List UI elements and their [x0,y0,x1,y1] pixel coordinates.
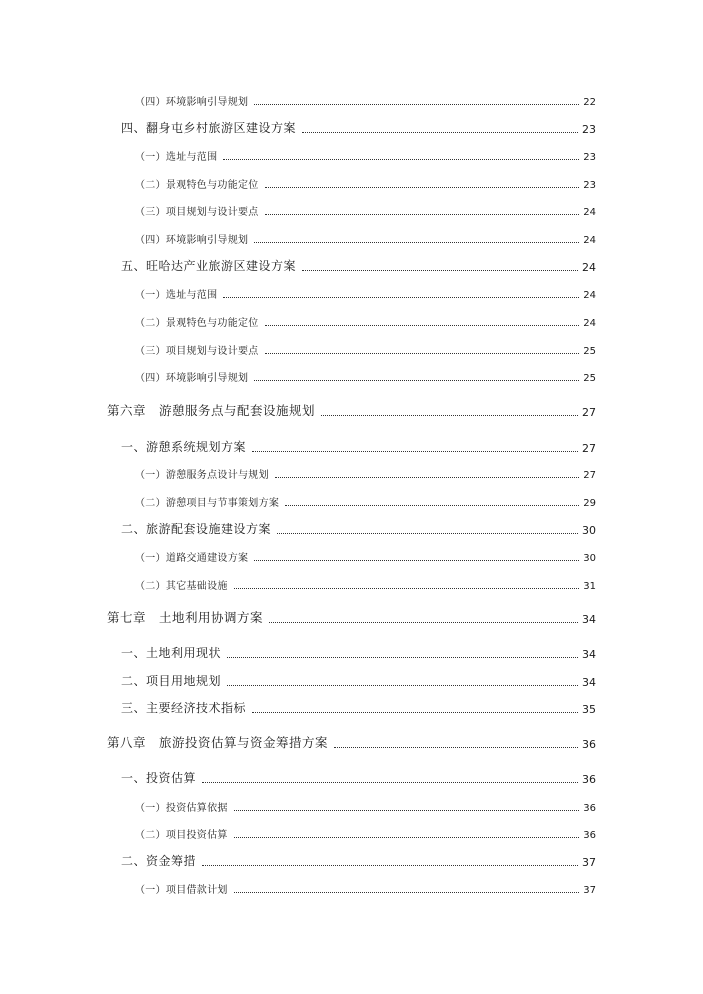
toc-entry-section[interactable] [121,118,596,136]
toc-entry-sub[interactable] [135,145,596,163]
toc-entry-title: （三）项目规划与设计要点 [135,346,259,357]
dot-leader [227,685,578,686]
toc-entry-title: （四）环境影响引导规划 [135,235,249,246]
toc-entry-page: 24 [582,261,596,274]
toc-entry-page: 29 [583,498,596,509]
toc-entry-title: 第七章 土地利用协调方案 [107,610,264,625]
toc-entry-page: 36 [582,738,596,751]
toc-entry-section[interactable] [121,671,596,689]
toc-entry-title: 一、游憩系统规划方案 [121,440,247,454]
dot-leader [269,622,578,623]
toc-entry-title: （三）项目规划与设计要点 [135,207,259,218]
toc-entry-page: 27 [582,406,596,419]
dot-leader [277,533,578,534]
toc-entry-page: 24 [583,235,596,246]
toc-entry-title: （一）游憩服务点设计与规划 [135,470,269,481]
toc-entry-page: 35 [582,703,596,716]
toc-entry-title: （四）环境影响引导规划 [135,97,249,108]
toc-entry-title: （一）投资估算依据 [135,803,228,814]
toc-entry-page: 24 [583,290,596,301]
toc-entry-page: 27 [583,470,596,481]
toc-entry-page: 36 [582,773,596,786]
toc-entry-title: 一、土地利用现状 [121,646,222,660]
toc-entry-title: （二）景观特色与功能定位 [135,318,259,329]
toc-entry-page: 30 [583,553,596,564]
toc-entry-title: 三、主要经济技术指标 [121,701,247,715]
toc-entry-title: （二）项目投资估算 [135,830,228,841]
dot-leader [265,214,580,215]
toc-entry-title: 五、旺哈达产业旅游区建设方案 [121,259,297,273]
toc-entry-section[interactable] [121,643,596,661]
toc-entry-section[interactable] [121,698,596,716]
dot-leader [202,782,578,783]
toc-entry-title: （一）选址与范围 [135,152,218,163]
toc-entry-sub[interactable] [135,546,596,564]
toc-entry-title: 一、投资估算 [121,771,197,785]
toc-entry-title: （一）道路交通建设方案 [135,553,249,564]
toc-entry-page: 30 [582,524,596,537]
dot-leader [223,297,579,298]
dot-leader [334,747,578,748]
dot-leader [265,353,580,354]
toc-entry-page: 31 [583,581,596,592]
toc-entry-sub[interactable] [135,200,596,218]
toc-entry-chapter[interactable] [107,401,596,419]
toc-entry-sub[interactable] [135,463,596,481]
toc-entry-section[interactable] [121,851,596,869]
dot-leader [254,380,579,381]
toc-entry-page: 24 [583,207,596,218]
toc-entry-sub[interactable] [135,823,596,841]
toc-entry-title: 二、资金筹措 [121,854,197,868]
dot-leader [252,451,578,452]
toc-entry-sub[interactable] [135,173,596,191]
toc-entry-chapter[interactable] [107,733,596,751]
toc-entry-page: 24 [583,318,596,329]
toc-entry-title: （一）项目借款计划 [135,885,228,896]
toc-entry-sub[interactable] [135,228,596,246]
toc-entry-section[interactable] [121,768,596,786]
toc-entry-section[interactable] [121,437,596,455]
dot-leader [234,810,580,811]
toc-entry-title: 四、翻身屯乡村旅游区建设方案 [121,121,297,135]
dot-leader [234,892,580,893]
toc-entry-page: 25 [583,373,596,384]
toc-entry-page: 34 [582,613,596,626]
toc-entry-page: 36 [583,803,596,814]
toc-entry-sub[interactable] [135,491,596,509]
dot-leader [302,270,578,271]
toc-entry-title: 第六章 游憩服务点与配套设施规划 [107,403,316,418]
dot-leader [227,657,578,658]
toc-entry-sub[interactable] [135,366,596,384]
toc-entry-sub[interactable] [135,339,596,357]
dot-leader [223,159,579,160]
toc-entry-section[interactable] [121,256,596,274]
toc-entry-section[interactable] [121,519,596,537]
dot-leader [234,837,580,838]
dot-leader [234,588,580,589]
toc-entry-sub[interactable] [135,311,596,329]
toc-entry-page: 23 [583,152,596,163]
toc-entry-page: 34 [582,648,596,661]
toc-entry-page: 23 [582,123,596,136]
dot-leader [302,132,578,133]
dot-leader [202,865,578,866]
toc-entry-title: 二、旅游配套设施建设方案 [121,522,272,536]
dot-leader [254,242,579,243]
dot-leader [254,560,579,561]
toc-entry-sub[interactable] [135,796,596,814]
toc-entry-page: 37 [583,885,596,896]
toc-entry-page: 34 [582,676,596,689]
toc-entry-title: 二、项目用地规划 [121,674,222,688]
dot-leader [285,505,579,506]
toc-entry-title: （四）环境影响引导规划 [135,373,249,384]
dot-leader [254,104,579,105]
toc-entry-sub[interactable] [135,878,596,896]
toc-entry-page: 36 [583,830,596,841]
toc-entry-page: 37 [582,856,596,869]
toc-entry-page: 27 [582,442,596,455]
dot-leader [265,325,580,326]
toc-entry-sub[interactable] [135,283,596,301]
toc-entry-page: 22 [583,97,596,108]
dot-leader [275,477,579,478]
toc-entry-title: （二）其它基础设施 [135,581,228,592]
toc-entry-title: 第八章 旅游投资估算与资金筹措方案 [107,735,329,750]
toc-entry-chapter[interactable] [107,608,596,626]
toc-entry-sub[interactable] [135,574,596,592]
toc-entry-page: 23 [583,180,596,191]
dot-leader [252,712,578,713]
dot-leader [321,415,578,416]
toc-entry-sub[interactable] [135,90,596,108]
toc-entry-title: （二）游憩项目与节事策划方案 [135,498,280,509]
dot-leader [265,187,580,188]
toc-entry-title: （一）选址与范围 [135,290,218,301]
toc-entry-page: 25 [583,346,596,357]
toc-entry-title: （二）景观特色与功能定位 [135,180,259,191]
